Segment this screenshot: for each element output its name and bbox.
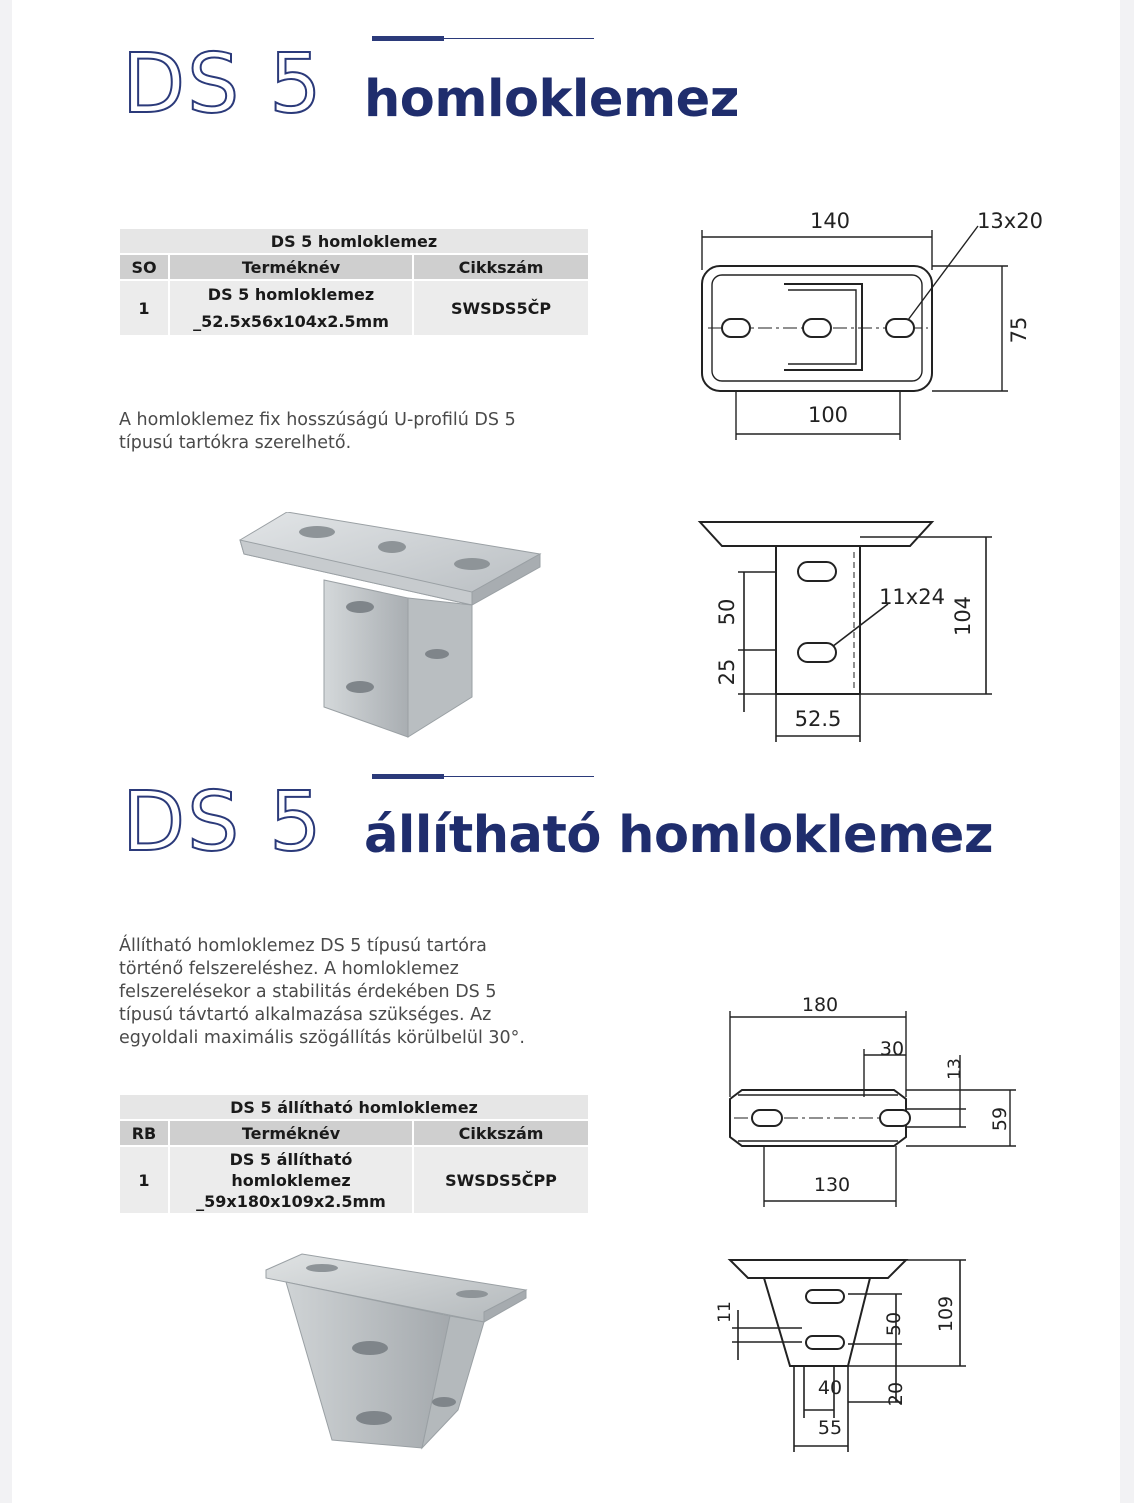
- dim-width: 140: [809, 209, 851, 233]
- table-header-name: Terméknév: [170, 1121, 412, 1145]
- dim-11: 11: [715, 1301, 735, 1323]
- table-cell-name-line: DS 5 állítható: [229, 1149, 353, 1169]
- section1-product-table: [118, 227, 590, 337]
- section1-product-image: [232, 512, 552, 742]
- section1-top-view-drawing: [688, 200, 1048, 440]
- table-cell-code: SWSDS5ČPP: [414, 1147, 588, 1213]
- description-line: típusú tartókra szerelhető.: [119, 433, 352, 453]
- dim-width: 52.5: [794, 707, 842, 731]
- description-line: történő felszereléshez. A homloklemez: [119, 959, 459, 979]
- description-line: típusú távtartó alkalmazása szükséges. Az: [119, 1005, 492, 1025]
- section1-side-view-drawing: [688, 512, 1048, 752]
- table-cell-num: 1: [120, 1147, 168, 1213]
- section1-title-outline: DS 5: [122, 37, 324, 132]
- dim-50: 50: [883, 1311, 905, 1337]
- section2-top-view-drawing: [716, 985, 1036, 1215]
- section2-title-outline: DS 5: [122, 775, 324, 870]
- dim-slot: 13x20: [977, 209, 1043, 233]
- table-cell-name-line: _52.5x56x104x2.5mm: [193, 312, 389, 331]
- description-line: A homloklemez fix hosszúságú U-profilú DS 5: [119, 410, 516, 430]
- dim-20: 20: [885, 1381, 907, 1407]
- title-accent-rule: [372, 36, 444, 41]
- dim-height: 75: [1007, 316, 1031, 344]
- dim-inner: 100: [807, 403, 849, 427]
- table-caption: DS 5 állítható homloklemez: [120, 1095, 588, 1119]
- table-cell-name-line: _59x180x109x2.5mm: [196, 1191, 386, 1211]
- table-header-code: Cikkszám: [414, 255, 588, 279]
- table-cell-name: [170, 1147, 412, 1213]
- description-line: felszerelésekor a stabilitás érdekében DS 5: [119, 982, 497, 1002]
- table-cell-name-line: DS 5 homloklemez: [207, 285, 375, 304]
- table-header-name: Terméknév: [170, 255, 412, 279]
- dim-height: 104: [951, 595, 975, 637]
- table-header-num: RB: [120, 1121, 168, 1145]
- table-caption: DS 5 homloklemez: [120, 229, 588, 253]
- table-cell-name: [170, 281, 412, 335]
- table-row: [120, 1147, 588, 1213]
- title-accent-rule-thin: [444, 38, 594, 39]
- table-cell-code: SWSDS5ČP: [414, 281, 588, 335]
- catalog-page: [12, 0, 1120, 1503]
- section1-title-bold: homloklemez: [364, 70, 739, 129]
- table-cell-num: 1: [120, 281, 168, 335]
- section1-description: [119, 409, 589, 455]
- description-line: egyoldali maximális szögállítás körülbelül 30°.: [119, 1028, 525, 1048]
- dim-25: 25: [715, 658, 739, 686]
- dim-height: 59: [989, 1106, 1011, 1132]
- dim-55: 55: [817, 1417, 843, 1439]
- description-line: Állítható homloklemez DS 5 típusú tartóra: [119, 936, 487, 956]
- title-accent-rule: [372, 774, 444, 779]
- dim-slot: 11x24: [879, 585, 945, 609]
- title-accent-rule-thin: [444, 776, 594, 777]
- dim-30: 30: [879, 1038, 905, 1060]
- table-row: [120, 281, 588, 335]
- dim-13: 13: [945, 1058, 965, 1080]
- section2-product-image: [262, 1252, 542, 1452]
- dim-width: 180: [801, 994, 839, 1016]
- table-header-code: Cikkszám: [414, 1121, 588, 1145]
- section2-product-table: [118, 1093, 590, 1215]
- dim-50: 50: [715, 598, 739, 626]
- dim-height: 109: [935, 1295, 957, 1333]
- section2-description: [119, 935, 599, 1050]
- dim-40: 40: [817, 1377, 843, 1399]
- dim-inner: 130: [813, 1174, 851, 1196]
- table-header-num: SO: [120, 255, 168, 279]
- table-cell-name-line: homloklemez: [231, 1170, 351, 1190]
- section2-side-view-drawing: [702, 1250, 1002, 1500]
- section2-title-bold: állítható homloklemez: [364, 806, 994, 865]
